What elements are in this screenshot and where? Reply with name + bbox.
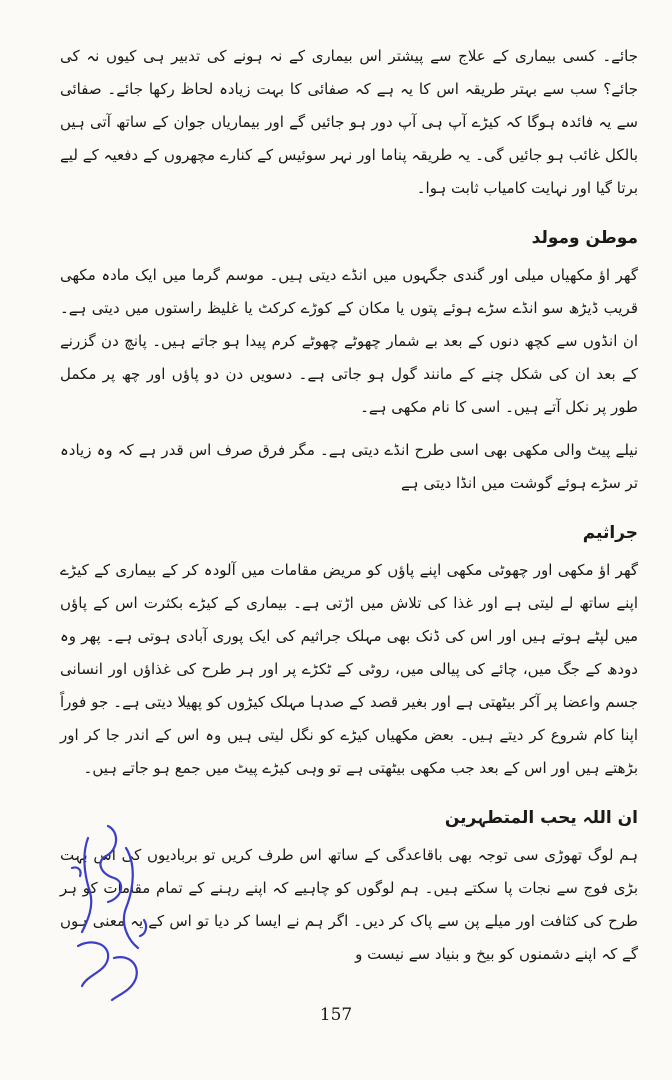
section-heading-jaraseem: جراثیم bbox=[582, 523, 638, 543]
handwritten-stamp-icon bbox=[48, 808, 168, 1008]
section-heading-watan: موطن ومولد bbox=[531, 228, 638, 248]
section-jaraseem bbox=[60, 518, 638, 785]
stamp-ink bbox=[72, 826, 146, 1000]
intro-paragraph: جائے۔ کسی بیماری کے علاج سے پیشتر اس بیماری کے نہ ہونے کی تدبیر ہی کیوں نہ کی جائے؟ سب سے بہتر طریقہ اس کا یہ ہے کہ صفائی کا بہت زیادہ لحاظ رکھا جائے۔ صفائی سے یہ فائدہ ہوگا کہ کیڑے آپ ہی آپ دور ہو جائیں گے اور بیماریاں جوان کے ساتھ آتی ہیں بالکل غائب ہو جائیں گی۔ یہ طریقہ پناما اور نہر سوئیس کے کنارے مچھروں کے دفعیہ کے لیے برتا گیا اور نہایت کامیاب ثابت ہوا۔ bbox=[60, 47, 638, 197]
page-number: 157 bbox=[319, 1005, 353, 1025]
paragraph-cleanliness: ہم لوگ تھوڑی سی توجہ بھی باقاعدگی کے ساتھ اس طرف کریں تو بربادیوں کی اس بہت بڑی فوج سے نجات پا سکتے ہیں۔ ہم لوگوں کو چاہیے کہ اپنے رہنے کے تمام مقامات کو ہر طرح کی کثافت اور میلے پن سے پاک کر دیں۔ اگر ہم نے ایسا کر دیا تو اس کے یہ معنی ہوں گے کہ اپنے دشمنوں کو بیخ و بنیاد سے نیست و bbox=[60, 846, 638, 963]
section-watan-o-mauled bbox=[60, 223, 638, 500]
section-heading-allah: ان اللہ یحب المتطہرین bbox=[444, 808, 638, 828]
paragraph-germs: گھر اؤ مکھی اور چھوٹی مکھی اپنے پاؤں کو مریض مقامات میں آلودہ کر کے بیماری کے کیڑے اپنے ساتھ لے لیتی ہے اور غذا کی تلاش میں اڑتی ہے۔ بیماری کے کیڑے بکثرت اس کے پاؤں میں لپٹے ہوتے ہیں اور اس کی ڈنک بھی مہلک جراثیم کی ایک پوری آبادی ہوتی ہے۔ پھر وہ دودھ کے جگ میں، چائے کی پیالی میں، روٹی کے ٹکڑے پر اور ہر طرح کی غذاؤں اور انسانی جسم واعضا پر آکر بیٹھتی ہے اور بغیر قصد کے صدہا مہلک کیڑوں کو پھیلا دیتی ہے۔ جو فوراً اپنا کام شروع کر دیتے ہیں۔ بعض مکھیاں کیڑے کو نگل لیتی ہیں وہ اس کے اندر جا کر اور بڑھتے ہیں اور اس کے بعد جب مکھی بیٹھتی ہے تو وہی کیڑے پیٹ میں جمع ہو جاتے ہیں۔ bbox=[60, 561, 638, 777]
intro-section bbox=[60, 40, 638, 205]
paragraph-fly-eggs: گھر اؤ مکھیاں میلی اور گندی جگہوں میں انڈے دیتی ہیں۔ موسم گرما میں ایک مادہ مکھی قریب ڈیڑھ سو انڈے سڑے ہوئے پتوں یا مکان کے کوڑے کرکٹ یا غلیظ راستوں میں دیتی ہے۔ ان انڈوں سے کچھ دنوں کے بعد بے شمار چھوٹے چھوٹے کرم پیدا ہو جاتے ہیں۔ پانچ دن گزرنے کے بعد ان کی شکل چنے کے مانند گول ہو جاتی ہے۔ دسویں دن دو پاؤں اور چھ پر مکمل طور پر نکل آتے ہیں۔ اسی کا نام مکھی ہے۔ bbox=[60, 266, 638, 416]
paragraph-bluebottle: نیلے پیٹ والی مکھی بھی اسی طرح انڈے دیتی ہے۔ مگر فرق صرف اس قدر ہے کہ وہ زیادہ تر سڑے ہوئے گوشت میں انڈا دیتی ہے bbox=[60, 441, 638, 492]
